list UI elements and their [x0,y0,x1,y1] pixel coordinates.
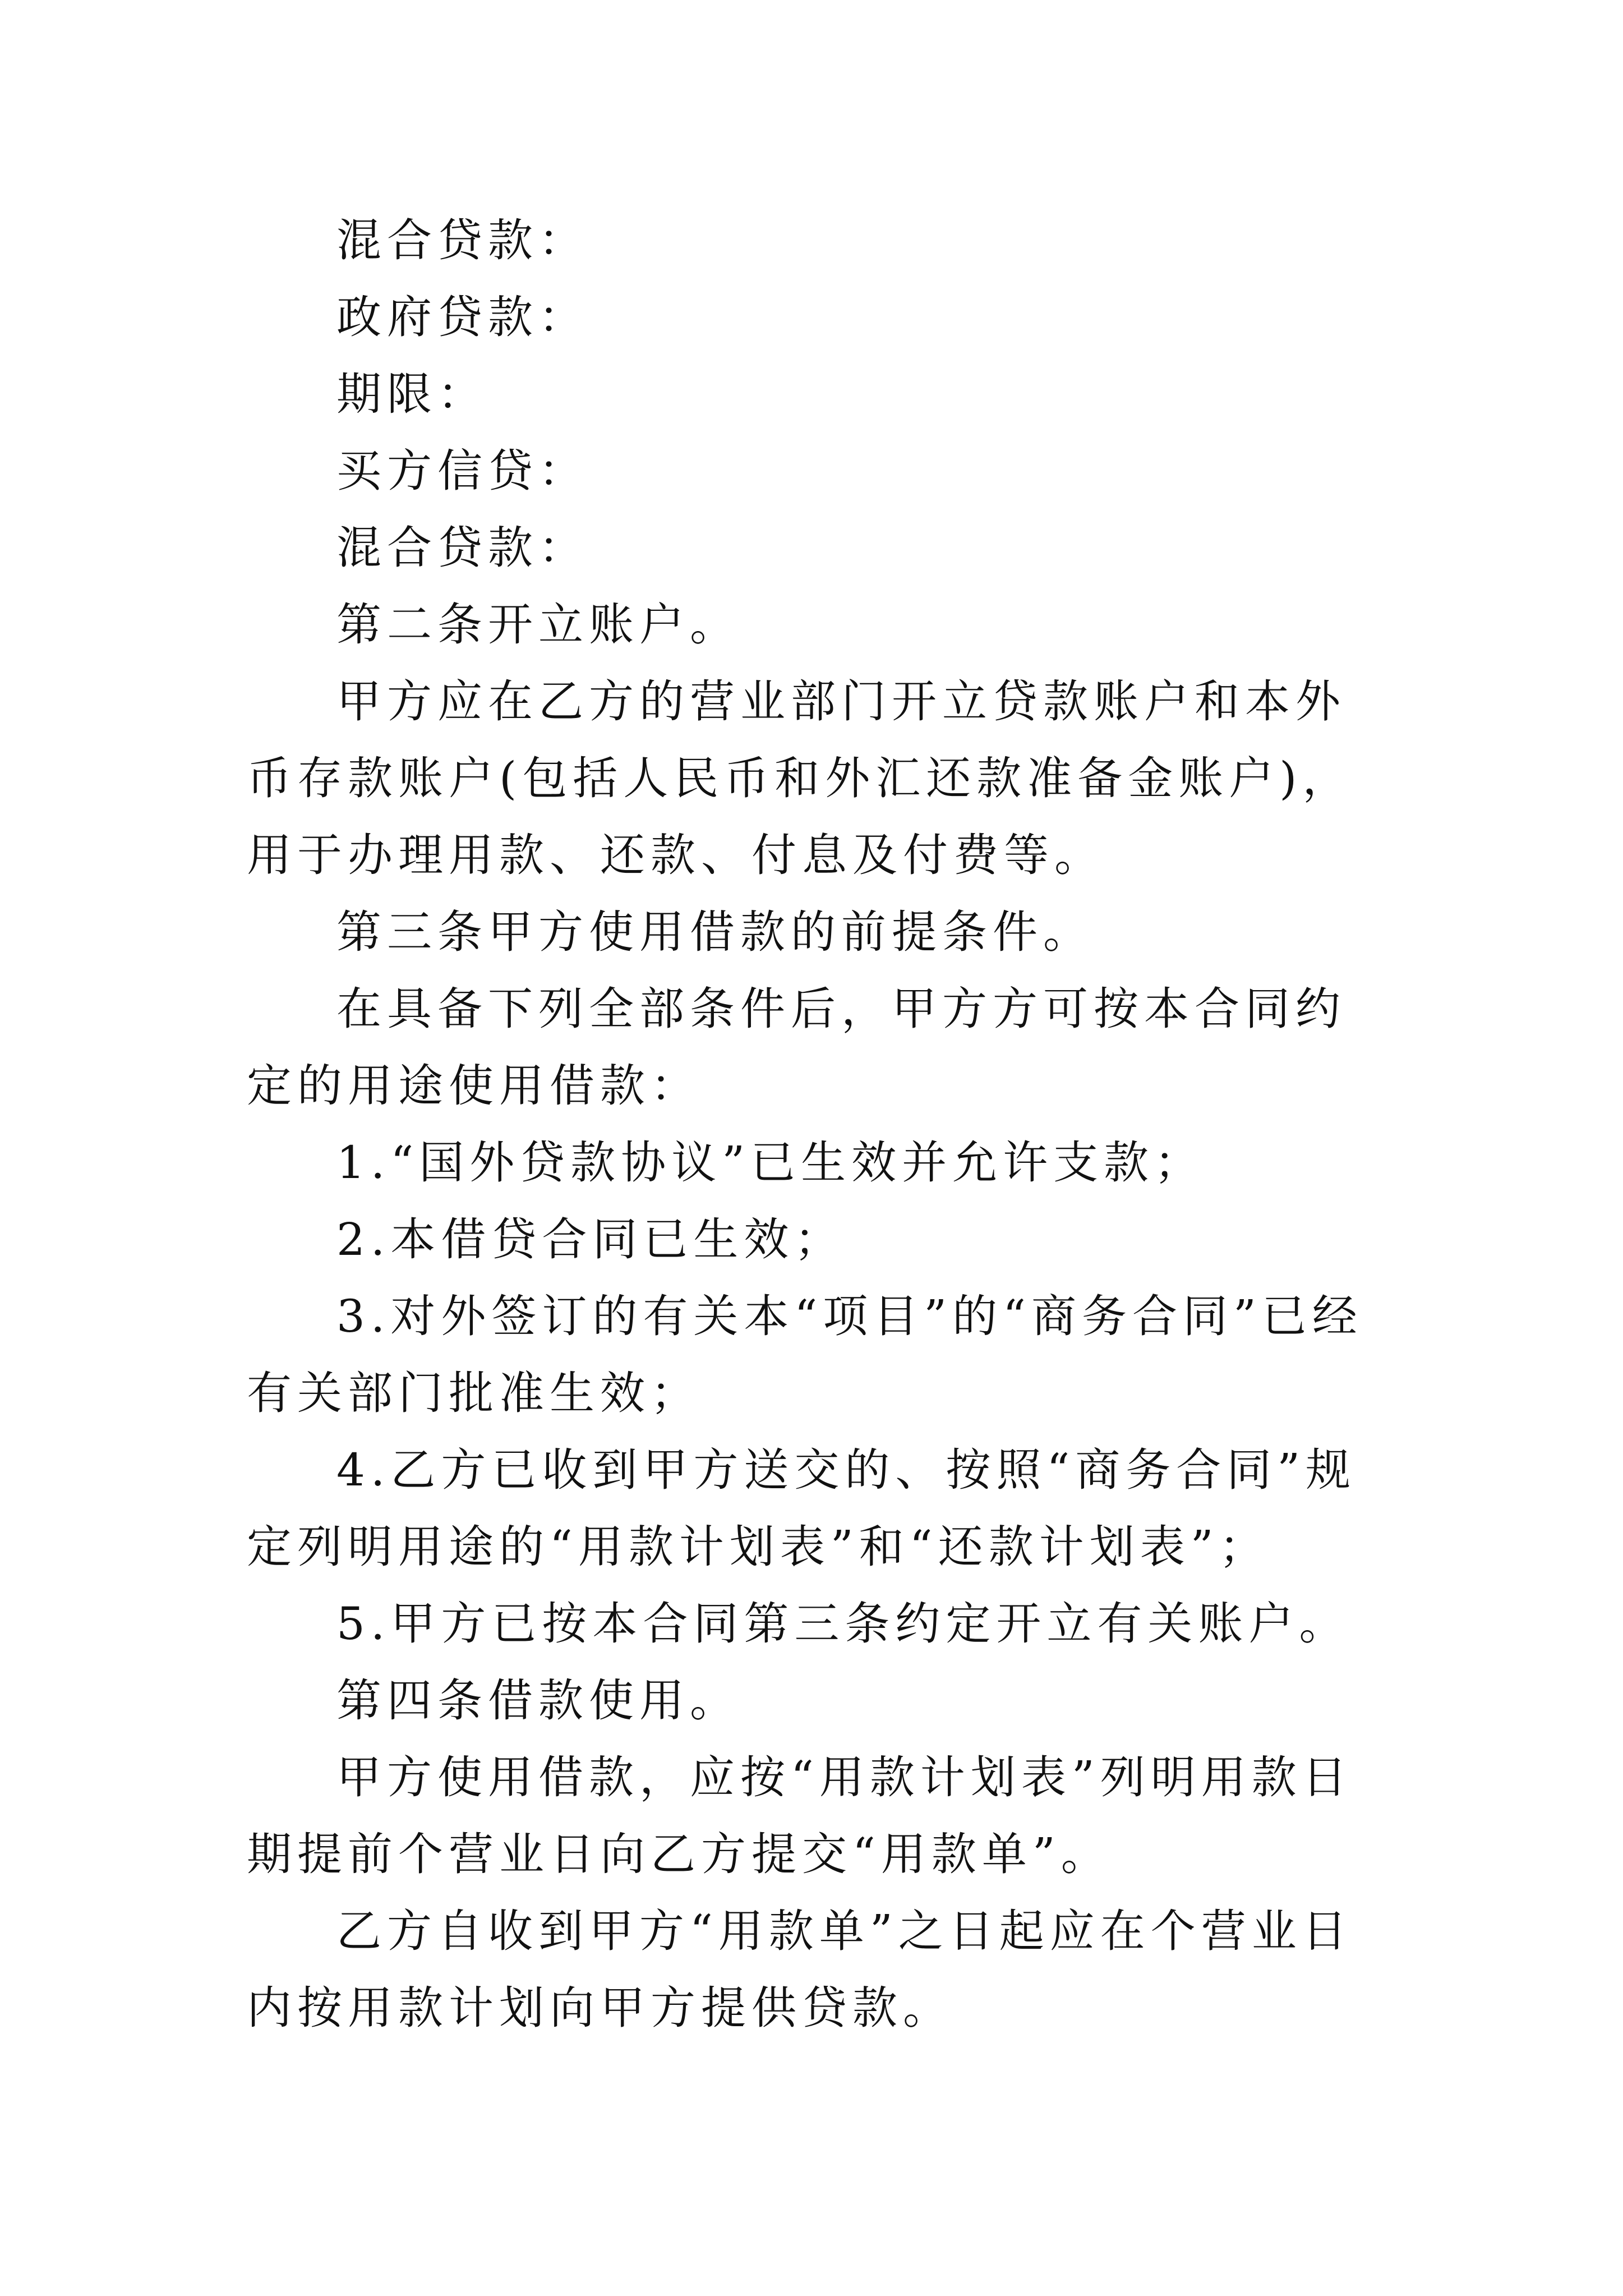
condition-item-3: 3.对外签订的有关本“项目”的“商务合同”已经有关部门批准生效； [247,1290,1363,1419]
condition-item-1: 1.“国外贷款协议”已生效并允许支款； [336,1137,1205,1189]
article-3-heading: 第三条甲方使用借款的前提条件。 [336,906,1094,958]
article-4-heading: 第四条借款使用。 [336,1674,740,1727]
paragraph-hybrid-loan-1: 混合贷款： [336,214,589,266]
condition-item-4: 4.乙方已收到甲方送交的、按照“商务合同”规定列明用途的“用款计划表”和“还款计划表”； [247,1444,1357,1573]
article-3-body: 在具备下列全部条件后，甲方方可按本合同约定的用途使用借款： [247,983,1346,1112]
paragraph-hybrid-loan-2: 混合贷款： [336,522,589,574]
paragraph-government-loan: 政府贷款： [336,291,589,343]
article-4-body-2: 乙方自收到甲方“用款单”之日起应在个营业日内按用款计划向甲方提供贷款。 [247,1905,1353,2034]
paragraph-buyer-credit: 买方信贷： [336,445,589,497]
condition-item-2: 2.本借贷合同已生效； [336,1213,845,1266]
article-2-body: 甲方应在乙方的营业部门开立贷款账户和本外币存款账户(包括人民币和外汇还款准备金账户)，用于办理用款、还款、付息及付费等。 [247,675,1353,881]
condition-item-5: 5.甲方已按本合同第三条约定开立有关账户。 [336,1598,1350,1650]
article-4-body-1: 甲方使用借款，应按“用款计划表”列明用款日期提前个营业日向乙方提交“用款单”。 [247,1751,1353,1880]
article-2-heading: 第二条开立账户。 [336,599,740,651]
paragraph-term: 期限： [336,368,488,420]
document-body [247,202,1380,2046]
